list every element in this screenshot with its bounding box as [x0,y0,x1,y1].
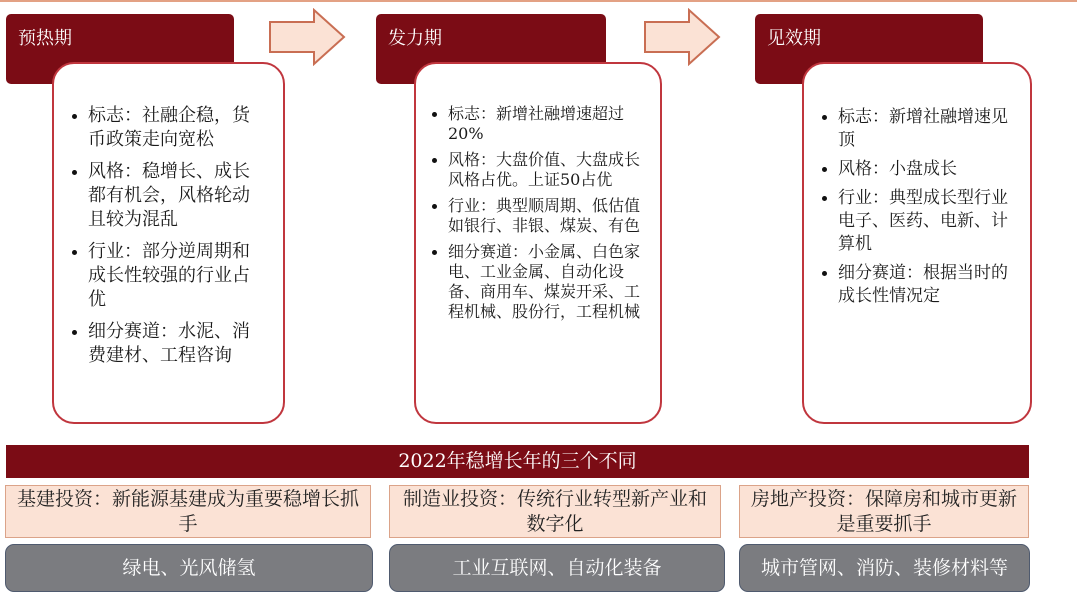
investment-box-real-estate [739,485,1029,538]
bullet-item: 标志：社融企稳，货币政策走向宽松 [70,104,265,152]
sector-text: 工业互联网、自动化装备 [452,557,662,579]
phase-card-warmup [52,62,285,424]
bullet-item: 行业：部分逆周期和成长性较强的行业占优 [70,240,265,312]
bullet-list [70,104,265,368]
bullet-list [820,106,1018,308]
bullet-item: 标志：新增社融增速见顶 [820,106,1018,152]
investment-text: 房地产投资：保障房和城市更新是重要抓手 [750,487,1017,535]
right-arrow-icon [268,8,346,66]
phase-title: 预热期 [18,28,72,49]
phase-title: 发力期 [388,28,442,49]
right-arrow-icon [643,8,721,66]
bullet-item: 风格：大盘价值、大盘成长风格占优。上证50占优 [430,150,646,190]
bullet-list [430,104,646,322]
investment-text: 基建投资：新能源基建成为重要稳增长抓手 [16,487,359,535]
investment-text: 制造业投资：传统行业转型新产业和数字化 [402,487,707,535]
bullet-item: 风格：稳增长、成长都有机会，风格轮动且较为混乱 [70,160,265,232]
phase-card-force [414,62,662,424]
bullet-item: 标志：新增社融增速超过20% [430,104,646,144]
sector-box-infrastructure [5,544,373,592]
investment-box-manufacturing [389,485,721,538]
phase-card-effect [802,62,1032,424]
investment-box-infrastructure [5,485,371,538]
bullet-item: 细分赛道：根据当时的成长性情况定 [820,262,1018,308]
top-rule [0,0,1077,2]
bullet-item: 风格：小盘成长 [820,158,1018,181]
sector-box-manufacturing [389,544,725,592]
banner-title: 2022年稳增长年的三个不同 [6,445,1029,478]
bullet-item: 行业：典型成长型行业电子、医药、电新、计算机 [820,187,1018,256]
bullet-item: 细分赛道：小金属、白色家电、工业金属、自动化设备、商用车、煤炭开采、工程机械、股份行，工程机械 [430,242,646,322]
bullet-item: 行业：典型顺周期、低估值如银行、非银、煤炭、有色 [430,196,646,236]
sector-text: 绿电、光风储氢 [122,557,256,579]
phase-title: 见效期 [767,28,821,49]
sector-text: 城市管网、消防、装修材料等 [760,557,1008,579]
sector-box-real-estate [739,544,1030,592]
bullet-item: 细分赛道：水泥、消费建材、工程咨询 [70,320,265,368]
